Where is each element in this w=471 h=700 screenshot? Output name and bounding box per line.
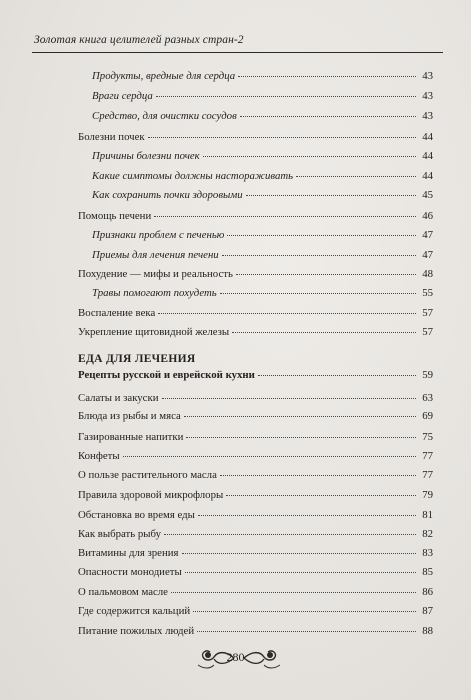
toc-entry-title: Средство, для очистки сосудов bbox=[92, 110, 237, 122]
toc-entry bbox=[92, 90, 433, 103]
toc-entry bbox=[78, 268, 433, 281]
toc-leader bbox=[222, 255, 416, 256]
toc-entry-title: Как выбрать рыбу bbox=[78, 528, 162, 540]
toc-leader bbox=[236, 274, 416, 275]
toc-entry-page: 47 bbox=[422, 249, 433, 261]
toc-leader bbox=[184, 416, 416, 417]
toc-entry-title: Воспаление века bbox=[78, 307, 156, 319]
toc-entry bbox=[78, 509, 433, 522]
toc-entry bbox=[78, 326, 433, 339]
toc-entry-page: 46 bbox=[422, 210, 433, 222]
toc-entry-page: 44 bbox=[422, 150, 433, 162]
toc-entry bbox=[92, 170, 433, 183]
toc-entry bbox=[92, 249, 433, 262]
toc-entry-page: 83 bbox=[422, 547, 433, 559]
toc-entry-page: 57 bbox=[422, 307, 433, 319]
toc-leader bbox=[156, 96, 416, 97]
toc-leader bbox=[238, 76, 416, 77]
toc-entry bbox=[92, 229, 433, 242]
toc-entry bbox=[92, 70, 433, 83]
toc-entry-title: Правила здоровой микрофлоры bbox=[78, 489, 224, 501]
toc-entry bbox=[92, 287, 433, 300]
toc-leader bbox=[186, 437, 416, 438]
toc-entry-title: Причины болезни почек bbox=[92, 150, 200, 162]
toc-entry-title: Конфеты bbox=[78, 450, 120, 462]
toc-leader bbox=[197, 631, 416, 632]
toc-leader bbox=[226, 495, 416, 496]
toc-entry-title: Газированные напитки bbox=[78, 431, 184, 443]
toc-entry bbox=[78, 469, 433, 482]
toc-entry bbox=[92, 110, 433, 123]
toc-leader bbox=[240, 116, 416, 117]
toc-entry-title: Враги сердца bbox=[92, 90, 153, 102]
toc-leader bbox=[154, 216, 416, 217]
toc-entry-page: 48 bbox=[422, 268, 433, 280]
toc-entry-page: 43 bbox=[422, 70, 433, 82]
toc-entry bbox=[78, 210, 433, 223]
toc-leader bbox=[185, 572, 416, 573]
toc-entry-title: Как сохранить почки здоровыми bbox=[92, 189, 243, 201]
toc-entry-title: Рецепты русской и еврейской кухни bbox=[78, 369, 255, 381]
toc-entry-title: Опасности монодиеты bbox=[78, 566, 182, 578]
toc-leader bbox=[162, 398, 416, 399]
toc-leader bbox=[246, 195, 416, 196]
section-title: ЕДА ДЛЯ ЛЕЧЕНИЯ bbox=[78, 353, 196, 365]
toc-entry bbox=[78, 547, 433, 560]
toc-entry bbox=[92, 150, 433, 163]
toc-leader bbox=[182, 553, 417, 554]
toc-entry bbox=[78, 625, 433, 638]
toc-entry-page: 43 bbox=[422, 110, 433, 122]
right-flourish-icon bbox=[242, 643, 282, 673]
toc-entry-page: 88 bbox=[422, 625, 433, 637]
toc-entry-title: Витамины для зрения bbox=[78, 547, 179, 559]
toc-entry-page: 69 bbox=[422, 410, 433, 422]
toc-entry-page: 75 bbox=[422, 431, 433, 443]
toc-entry-title: Питание пожилых людей bbox=[78, 625, 195, 637]
toc-entry-title: О пользе растительного масла bbox=[78, 469, 217, 481]
toc-entry-page: 45 bbox=[422, 189, 433, 201]
toc-entry-title: Помощь печени bbox=[78, 210, 152, 222]
toc-entry bbox=[78, 489, 433, 502]
toc-entry bbox=[92, 189, 433, 202]
toc-entry-title: Болезни почек bbox=[78, 131, 145, 143]
toc-entry bbox=[78, 131, 433, 144]
toc-leader bbox=[258, 375, 416, 376]
toc-leader bbox=[198, 515, 416, 516]
section-subtitle bbox=[78, 369, 433, 382]
toc-entry bbox=[78, 450, 433, 463]
toc-entry bbox=[78, 605, 433, 618]
toc-leader bbox=[171, 592, 416, 593]
toc-leader bbox=[227, 235, 416, 236]
toc-entry-title: Салаты и закуски bbox=[78, 392, 159, 404]
toc-leader bbox=[203, 156, 416, 157]
toc-entry-page: 44 bbox=[422, 131, 433, 143]
toc-entry-title: Где содержится кальций bbox=[78, 605, 191, 617]
toc-entry-page: 57 bbox=[422, 326, 433, 338]
toc-entry bbox=[78, 431, 433, 444]
toc-entry-title: Блюда из рыбы и мяса bbox=[78, 410, 181, 422]
toc-entry bbox=[78, 586, 433, 599]
toc-entry-page: 81 bbox=[422, 509, 433, 521]
running-head: Золотая книга целителей разных стран-2 bbox=[34, 34, 244, 46]
toc-entry bbox=[78, 307, 433, 320]
toc-entry-title: Продукты, вредные для сердца bbox=[92, 70, 236, 82]
toc-entry-page: 77 bbox=[422, 469, 433, 481]
toc-entry-page: 79 bbox=[422, 489, 433, 501]
toc-entry-page: 86 bbox=[422, 586, 433, 598]
toc-leader bbox=[148, 137, 416, 138]
toc-leader bbox=[193, 611, 416, 612]
toc-entry bbox=[78, 528, 433, 541]
toc-entry-title: Обстановка во время еды bbox=[78, 509, 195, 521]
toc-entry-page: 87 bbox=[422, 605, 433, 617]
toc-leader bbox=[232, 332, 416, 333]
toc-leader bbox=[296, 176, 416, 177]
toc-entry-title: Признаки проблем с печенью bbox=[92, 229, 225, 241]
toc-entry-page: 55 bbox=[422, 287, 433, 299]
toc-entry-page: 43 bbox=[422, 90, 433, 102]
toc-entry-page: 82 bbox=[422, 528, 433, 540]
toc-entry bbox=[78, 392, 433, 405]
toc-entry bbox=[78, 410, 433, 423]
toc-leader bbox=[220, 293, 416, 294]
toc-entry-title: Похудение — мифы и реальность bbox=[78, 268, 233, 280]
page-number: 280 bbox=[226, 650, 245, 664]
toc-entry-title: Какие симптомы должны настораживать bbox=[92, 170, 294, 182]
toc-entry-page: 77 bbox=[422, 450, 433, 462]
toc-entry-page: 85 bbox=[422, 566, 433, 578]
toc-entry-title: О пальмовом масле bbox=[78, 586, 168, 598]
toc-leader bbox=[220, 475, 416, 476]
toc-leader bbox=[123, 456, 416, 457]
toc-leader bbox=[158, 313, 416, 314]
toc-entry-page: 44 bbox=[422, 170, 433, 182]
toc-entry-title: Травы помогают похудеть bbox=[92, 287, 217, 299]
toc-entry-title: Приемы для лечения печени bbox=[92, 249, 219, 261]
toc-entry-page: 59 bbox=[422, 369, 433, 381]
toc-leader bbox=[164, 534, 416, 535]
toc-entry-page: 63 bbox=[422, 392, 433, 404]
toc-entry-title: Укрепление щитовидной железы bbox=[78, 326, 230, 338]
toc-entry-page: 47 bbox=[422, 229, 433, 241]
toc-entry bbox=[78, 566, 433, 579]
